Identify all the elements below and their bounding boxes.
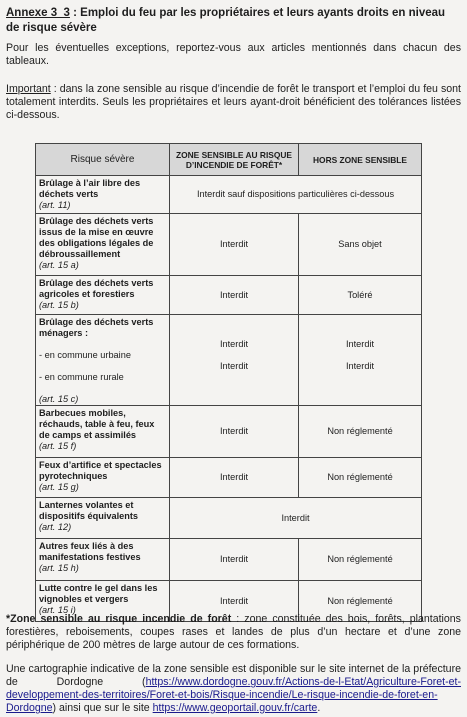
row-article: (art. 15 b)	[39, 300, 79, 310]
cell-value: Interdit	[219, 361, 249, 371]
row-sublabel: - en commune urbaine	[39, 350, 131, 360]
annexe-label: Annexe 3_3	[6, 7, 70, 19]
page-title	[6, 6, 461, 35]
dordogne-prefecture-link[interactable]: https://www.dordogne.gouv.fr/Actions-de-l-Etat/Agriculture-Foret-et-developpement-des-territoires/Foret-et-bois/Risque-incendie/Le-risque-incendie-de-foret-en-Dordogne	[6, 676, 461, 714]
footnote-label: *Zone sensible au risque incendie de forêt	[6, 613, 232, 625]
merged-cell: Interdit	[170, 498, 422, 539]
geoportail-link[interactable]: https://www.geoportail.gouv.fr/carte	[152, 702, 318, 714]
important-label: Important	[6, 83, 51, 95]
row-label	[36, 176, 170, 214]
carto-text-1: Une cartographie indicative de la zone sensible est disponible sur le site internet de la préfecture de Dordogne (	[6, 663, 461, 688]
row-label	[36, 458, 170, 498]
row-article: (art. 15 g)	[39, 482, 79, 492]
row-label	[36, 498, 170, 539]
row-article: (art. 15 c)	[39, 394, 79, 404]
row-article: (art. 12)	[39, 522, 72, 532]
row-label	[36, 539, 170, 581]
header-hors-zone: HORS ZONE SENSIBLE	[299, 144, 422, 176]
intro-paragraph: Pour les éventuelles exceptions, reportez-vous aux articles mentionnés dans chacun des tableaux.	[6, 42, 461, 67]
important-paragraph	[6, 83, 461, 122]
row-article: (art. 15 a)	[39, 260, 79, 270]
row-sublabel: - en commune rurale	[39, 372, 124, 382]
row-label	[36, 315, 170, 406]
title-text: : Emploi du feu par les propriétaires et leurs ayants droits en niveau de risque sévère	[6, 7, 446, 34]
footnote-paragraph	[6, 613, 461, 652]
cell-value: Interdit	[345, 339, 375, 349]
hors-zone-cell: Sans objet	[299, 214, 422, 276]
table-row	[36, 214, 422, 276]
spacer	[39, 339, 166, 350]
row-label	[36, 406, 170, 458]
row-label-text: Feux d’artifice et spectacles pyrotechniques	[39, 460, 162, 481]
table-row	[36, 406, 422, 458]
table-row	[36, 458, 422, 498]
row-label-text: Lanternes volantes et dispositifs équivalents	[39, 500, 139, 521]
zone-sensible-cell: Interdit	[170, 214, 299, 276]
footnote-text: : zone constituée des bois, forêts, plantations forestières, reboisements, coupes rases et landes de plus d’un hectare et d’une zone périphérique de 200 mètres de large autour de ces formations.	[6, 613, 461, 651]
row-label	[36, 276, 170, 315]
zone-sensible-cell: Interdit	[170, 406, 299, 458]
zone-sensible-cell	[170, 315, 299, 406]
row-label-text: Brûlage des déchets verts ménagers :	[39, 317, 154, 338]
zone-sensible-cell: Interdit	[170, 539, 299, 581]
merged-cell: Interdit sauf dispositions particulières ci-dessous	[170, 176, 422, 214]
table-header-row	[36, 144, 422, 176]
hors-zone-cell: Non réglementé	[299, 581, 422, 622]
table-row	[36, 176, 422, 214]
spacer	[39, 361, 166, 372]
hors-zone-cell: Non réglementé	[299, 406, 422, 458]
header-risque: Risque sévère	[36, 144, 170, 176]
cell-value: Interdit	[345, 361, 375, 371]
important-text: : dans la zone sensible au risque d’incendie de forêt le transport et l’emploi du feu sont totalement interdits. Seuls les propriétaires et leurs ayant-droit bénéficient des tolérances listées ci-dessous.	[6, 83, 461, 121]
risk-table	[35, 143, 422, 622]
row-article: (art. 11)	[39, 200, 71, 210]
zone-sensible-cell: Interdit	[170, 276, 299, 315]
hors-zone-cell: Toléré	[299, 276, 422, 315]
cartography-paragraph	[6, 663, 461, 715]
row-article: (art. 15 h)	[39, 563, 79, 573]
table-row	[36, 498, 422, 539]
row-label	[36, 214, 170, 276]
hors-zone-cell	[299, 315, 422, 406]
cell-value: Interdit	[219, 339, 249, 349]
table-row	[36, 276, 422, 315]
row-label-text: Barbecues mobiles, réchauds, table à feu, feux de camps et assimilés	[39, 408, 155, 440]
hors-zone-cell: Non réglementé	[299, 539, 422, 581]
zone-sensible-cell: Interdit	[170, 458, 299, 498]
header-zone-sensible: ZONE SENSIBLE AU RISQUE D’INCENDIE DE FORÊT*	[170, 144, 299, 176]
row-label-text: Brûlage des déchets verts agricoles et forestiers	[39, 278, 154, 299]
row-label-text: Brûlage des déchets verts issus de la mise en œuvre des obligations légales de débroussaillement	[39, 216, 154, 259]
row-label-text: Lutte contre le gel dans les vignobles et vergers	[39, 583, 158, 604]
hors-zone-cell: Non réglementé	[299, 458, 422, 498]
carto-text-2: ) ainsi que sur le site	[52, 702, 153, 714]
carto-text-3: .	[317, 702, 321, 714]
table-row	[36, 539, 422, 581]
row-article: (art. 15 i)	[39, 605, 76, 615]
row-article: (art. 15 f)	[39, 441, 77, 451]
row-label-text: Autres feux liés à des manifestations festives	[39, 541, 141, 562]
spacer	[39, 383, 166, 394]
table-row	[36, 315, 422, 406]
zone-sensible-cell: Interdit	[170, 581, 299, 622]
row-label-text: Brûlage à l’air libre des déchets verts	[39, 178, 141, 199]
